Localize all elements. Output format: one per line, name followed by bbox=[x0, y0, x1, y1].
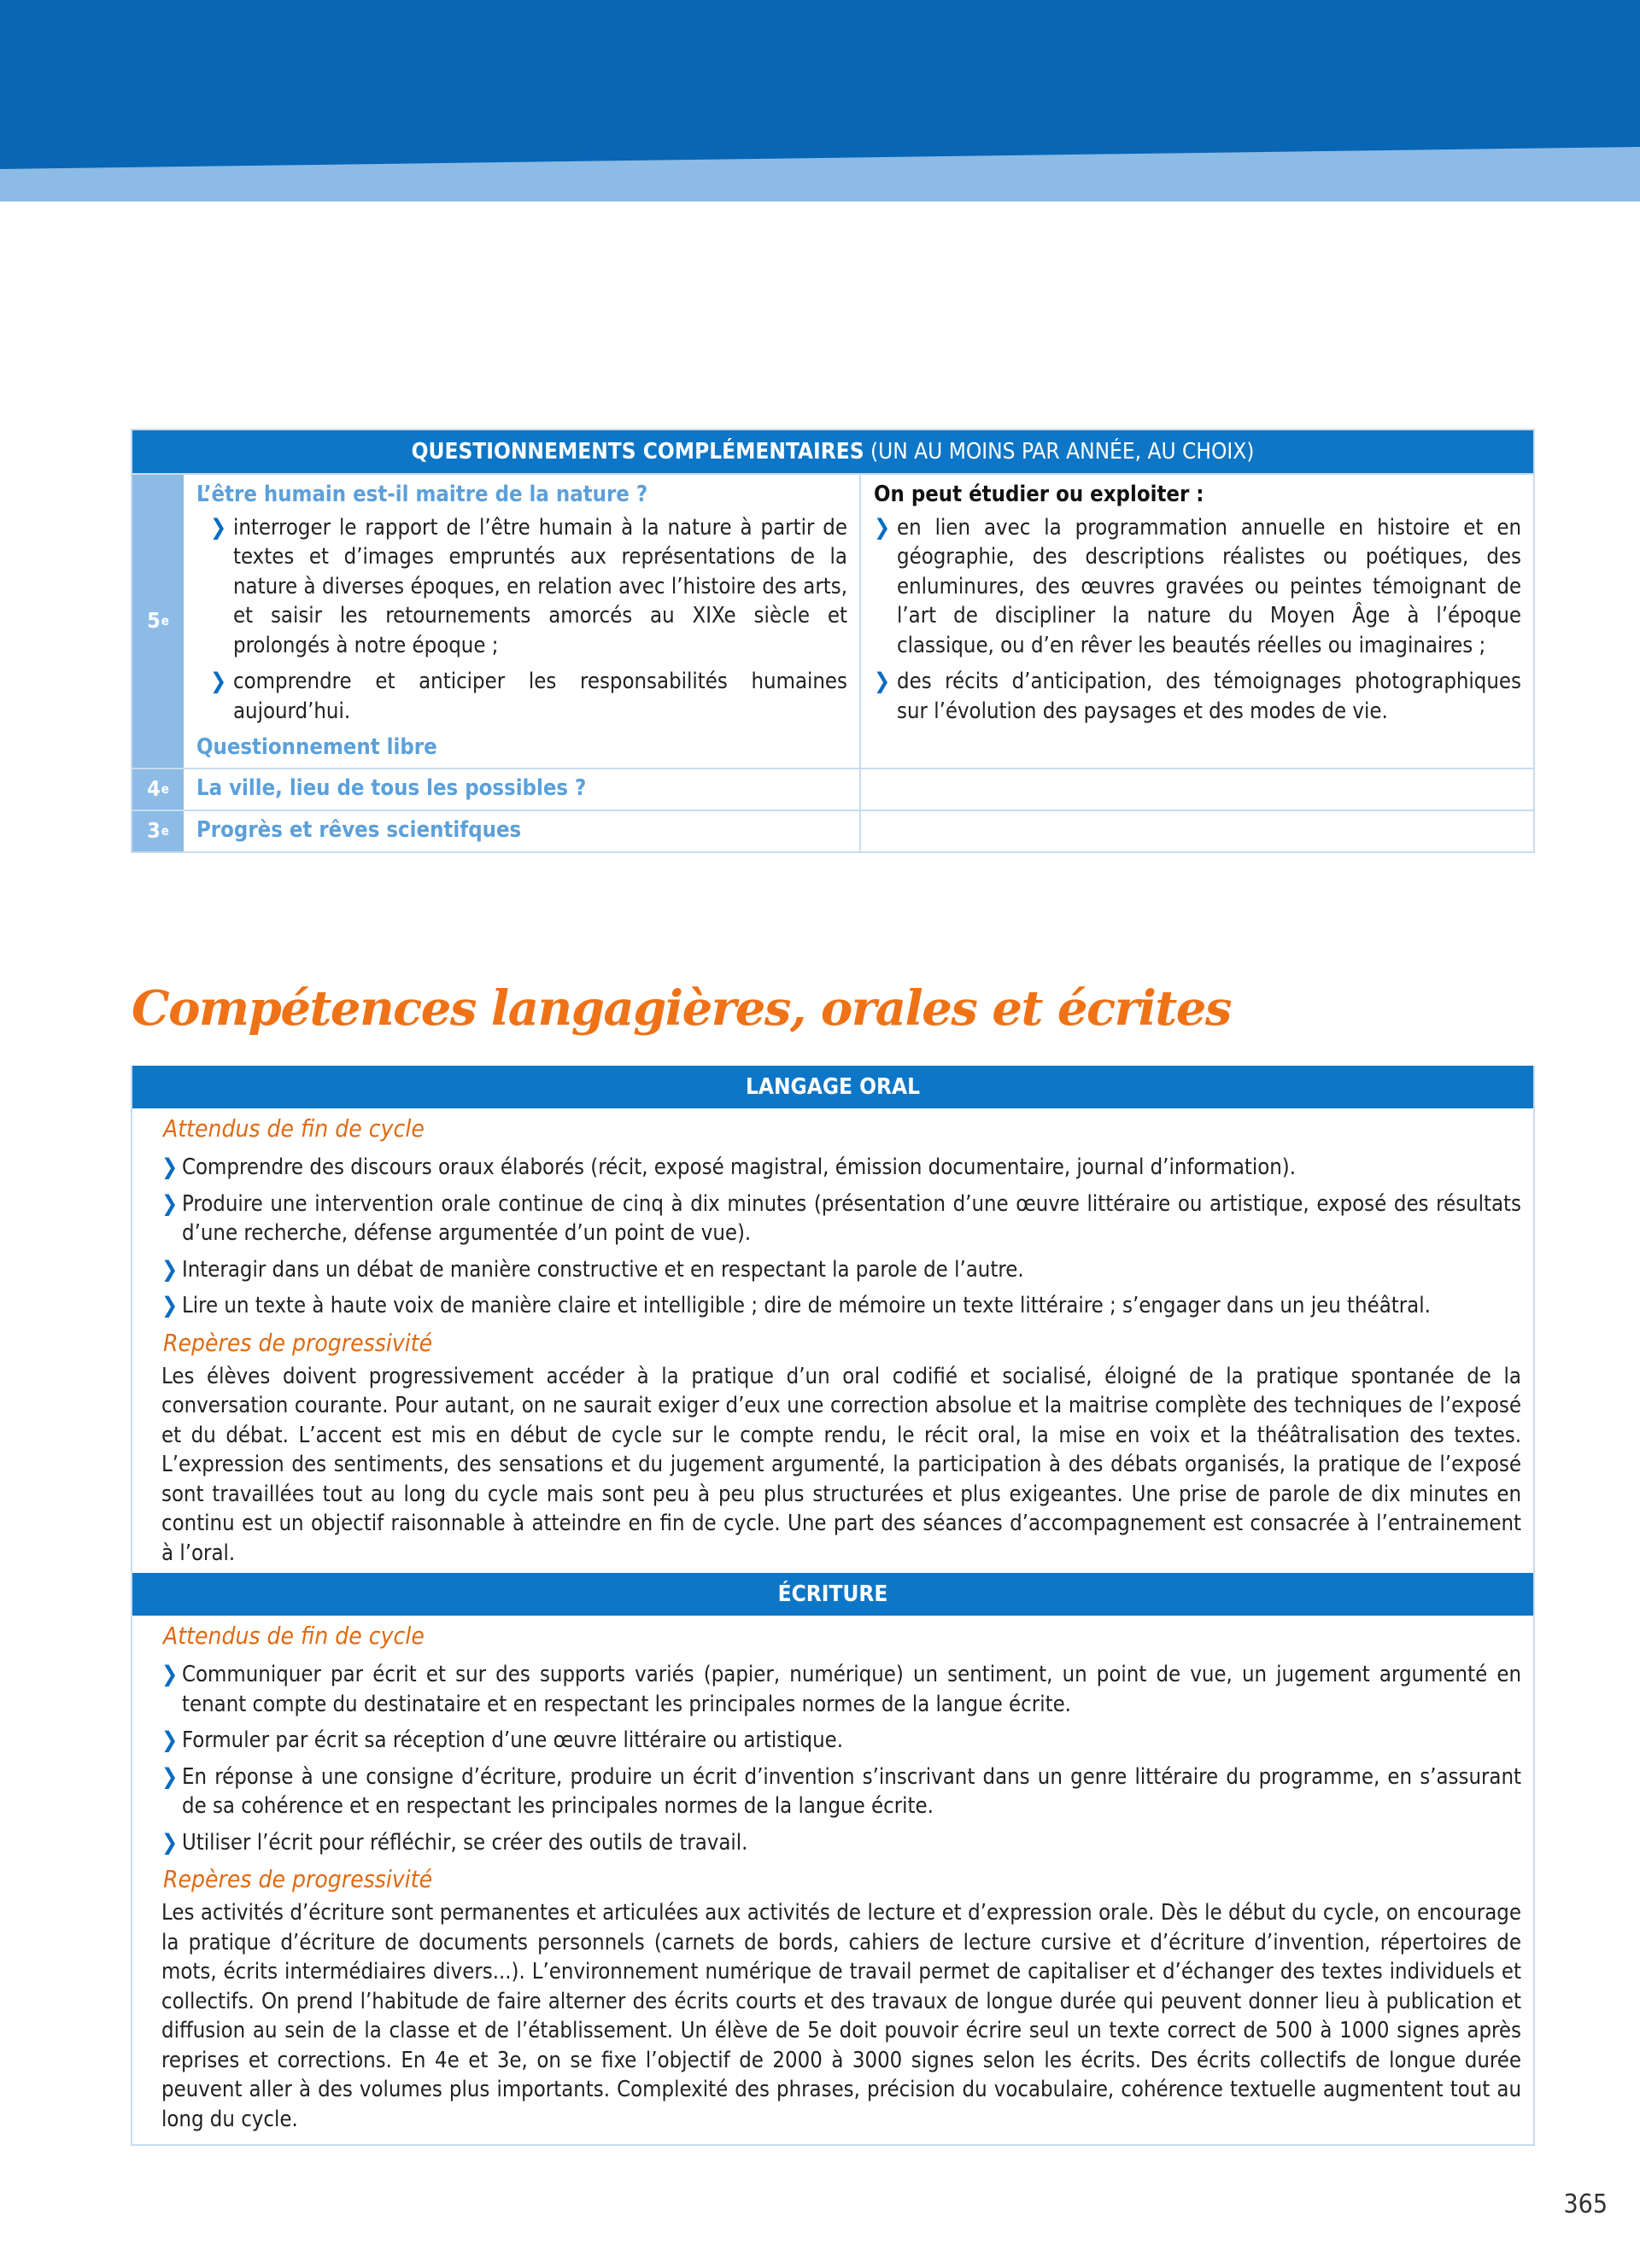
header-band-dark bbox=[0, 0, 1640, 171]
row-3e bbox=[132, 810, 1533, 851]
langage-oral-header: LANGAGE ORAL bbox=[132, 1066, 1533, 1108]
right-title: On peut étudier ou exploiter : bbox=[874, 482, 1204, 507]
list-item: ❯ En réponse à une consigne d’écriture, produire un écrit d’invention s’inscrivant dans un genre littéraire du programme, en s’assurant de sa cohérence et en respectant les principales normes de la langue écrite. bbox=[161, 1762, 1521, 1821]
row-5e-left bbox=[184, 475, 861, 768]
list-item: ❯ Formuler par écrit sa réception d’une œuvre littéraire ou artistique. bbox=[161, 1726, 1521, 1756]
chevron-right-icon: ❯ bbox=[161, 1829, 179, 1856]
chevron-right-icon: ❯ bbox=[161, 1154, 179, 1180]
list-item: ❯ interroger le rapport de l’être humain à la nature à partir de textes et d’images empruntés aux représentations de la nature à diverses époques, en relation avec l’histoire des arts, et saisir les retournements amorcés au XIXe siècle et prolongés à notre époque ; bbox=[196, 513, 847, 661]
section-title: Compétences langagières, orales et écrites bbox=[132, 980, 1231, 1037]
chevron-right-icon: ❯ bbox=[161, 1763, 179, 1790]
list-item: ❯ Comprendre des discours oraux élaborés (récit, exposé magistral, émission documentaire, journal d’information). bbox=[161, 1153, 1521, 1183]
list-item: ❯ en lien avec la programmation annuelle en histoire et en géographie, des descriptions réalistes ou poétiques, des enluminures, des œuvres gravées ou peintes témoignant de l’art de discipliner la nature du Moyen Âge à l’époque classique, ou d’en rêver les beautés réelles ou imaginaires ; bbox=[874, 513, 1521, 661]
attendus-heading: Attendus de fin de cycle bbox=[163, 1622, 425, 1650]
list-item: ❯ Communiquer par écrit et sur des supports variés (papier, numérique) un sentiment, un point de vue, un jugement argumenté en tenant compte du destinataire et en respectant les principales normes de la langue écrite. bbox=[161, 1660, 1521, 1719]
questionnements-table bbox=[131, 429, 1535, 853]
table-header-rest: (UN AU MOINS PAR ANNÉE, AU CHOIX) bbox=[864, 439, 1255, 465]
level-3e: 3 e bbox=[132, 811, 184, 851]
chevron-right-icon: ❯ bbox=[161, 1727, 179, 1753]
row-5e-right bbox=[861, 475, 1533, 768]
level-4e: 4 e bbox=[132, 769, 184, 810]
page-number: 365 bbox=[1563, 2189, 1608, 2219]
ecriture-box bbox=[131, 1573, 1535, 2146]
reperes-heading: Repères de progressivité bbox=[163, 1865, 433, 1893]
questionnement-libre: Questionnement libre bbox=[196, 734, 437, 760]
reperes-heading: Repères de progressivité bbox=[163, 1328, 433, 1357]
q4-title: La ville, lieu de tous les possibles ? bbox=[196, 775, 587, 801]
list-item: ❯ Lire un texte à haute voix de manière claire et intelligible ; dire de mémoire un texte littéraire ; s’engager dans un jeu théâtral. bbox=[161, 1291, 1521, 1321]
table-header-bold: QUESTIONNEMENTS COMPLÉMENTAIRES bbox=[411, 439, 864, 465]
chevron-right-icon: ❯ bbox=[874, 514, 891, 541]
chevron-right-icon: ❯ bbox=[161, 1256, 179, 1283]
q5-title: L’être humain est-il maitre de la nature ? bbox=[196, 482, 648, 507]
ecriture-header: ÉCRITURE bbox=[132, 1573, 1533, 1616]
list-item: ❯ comprendre et anticiper les responsabilités humaines aujourd’hui. bbox=[196, 667, 847, 726]
chevron-right-icon: ❯ bbox=[161, 1190, 179, 1217]
q3-title: Progrès et rêves scientifques bbox=[196, 816, 522, 843]
attendus-heading: Attendus de fin de cycle bbox=[163, 1114, 425, 1143]
list-item: ❯ des récits d’anticipation, des témoignages photographiques sur l’évolution des paysages et des modes de vie. bbox=[874, 667, 1521, 726]
list-item: ❯ Interagir dans un débat de manière constructive et en respectant la parole de l’autre. bbox=[161, 1255, 1521, 1285]
chevron-right-icon: ❯ bbox=[161, 1293, 179, 1318]
oral-paragraph: Les élèves doivent progressivement accéder à la pratique d’un oral codifié et socialisé, éloigné de la pratique spontanée de la conversation courante. Pour autant, on ne saurait exiger d’eux une correction absolue et la maitrise complète des techniques de l’exposé et du débat. L’accent est mis en début de cycle sur le compte rendu, le récit oral, la mise en voix et la théâtralisation des textes. L’expression des sentiments, des sensations et du jugement argumenté, la participation à des débats organisés, la pratique de l’exposé sont travaillées tout au long du cycle mais sont peu à peu plus structurées et plus exigeantes. Une prise de parole de dix minutes en continu est un objectif raisonnable à atteindre en fin de cycle. Une part des séances d’accompagnement est consacrée à l’entrainement à l’oral. bbox=[161, 1363, 1521, 1566]
row-5e bbox=[132, 473, 1533, 768]
chevron-right-icon: ❯ bbox=[210, 669, 227, 694]
row-4e bbox=[132, 768, 1533, 810]
chevron-right-icon: ❯ bbox=[161, 1662, 179, 1687]
chevron-right-icon: ❯ bbox=[210, 514, 227, 541]
table-header bbox=[132, 430, 1533, 473]
langage-oral-box bbox=[131, 1066, 1535, 1580]
list-item: ❯ Utiliser l’écrit pour réfléchir, se créer des outils de travail. bbox=[161, 1828, 1521, 1858]
list-item: ❯ Produire une intervention orale continue de cinq à dix minutes (présentation d’une œuvre littéraire ou artistique, exposé des résultats d’une recherche, défense argumentée d’un point de vue). bbox=[161, 1190, 1521, 1248]
ecriture-paragraph: Les activités d’écriture sont permanentes et articulées aux activités de lecture et d’expression orale. Dès le début du cycle, on encourage la pratique d’écriture de documents personnels (carnets de bords, cahiers de lecture cursive et d’écriture d’invention, répertoires de mots, écrits intermédiaires divers...). L’environnement numérique de travail permet de capitaliser et d’échanger des textes individuels et collectifs. On prend l’habitude de faire alterner des écrits courts et des travaux de longue durée qui peuvent donner lieu à publication et diffusion au sein de la classe et de l’établissement. Un élève de 5e doit pouvoir écrire seul un texte correct de 500 à 1000 signes après reprises et corrections. En 4e et 3e, on se fixe l’objectif de 2000 à 3000 signes selon les écrits. Des écrits collectifs de longue durée peuvent aller à des volumes plus importants. Complexité des phrases, précision du vocabulaire, cohérence textuelle augmentent tout au long du cycle. bbox=[161, 1900, 1521, 2132]
chevron-right-icon: ❯ bbox=[874, 669, 891, 694]
level-5e: 5 e bbox=[132, 475, 184, 768]
